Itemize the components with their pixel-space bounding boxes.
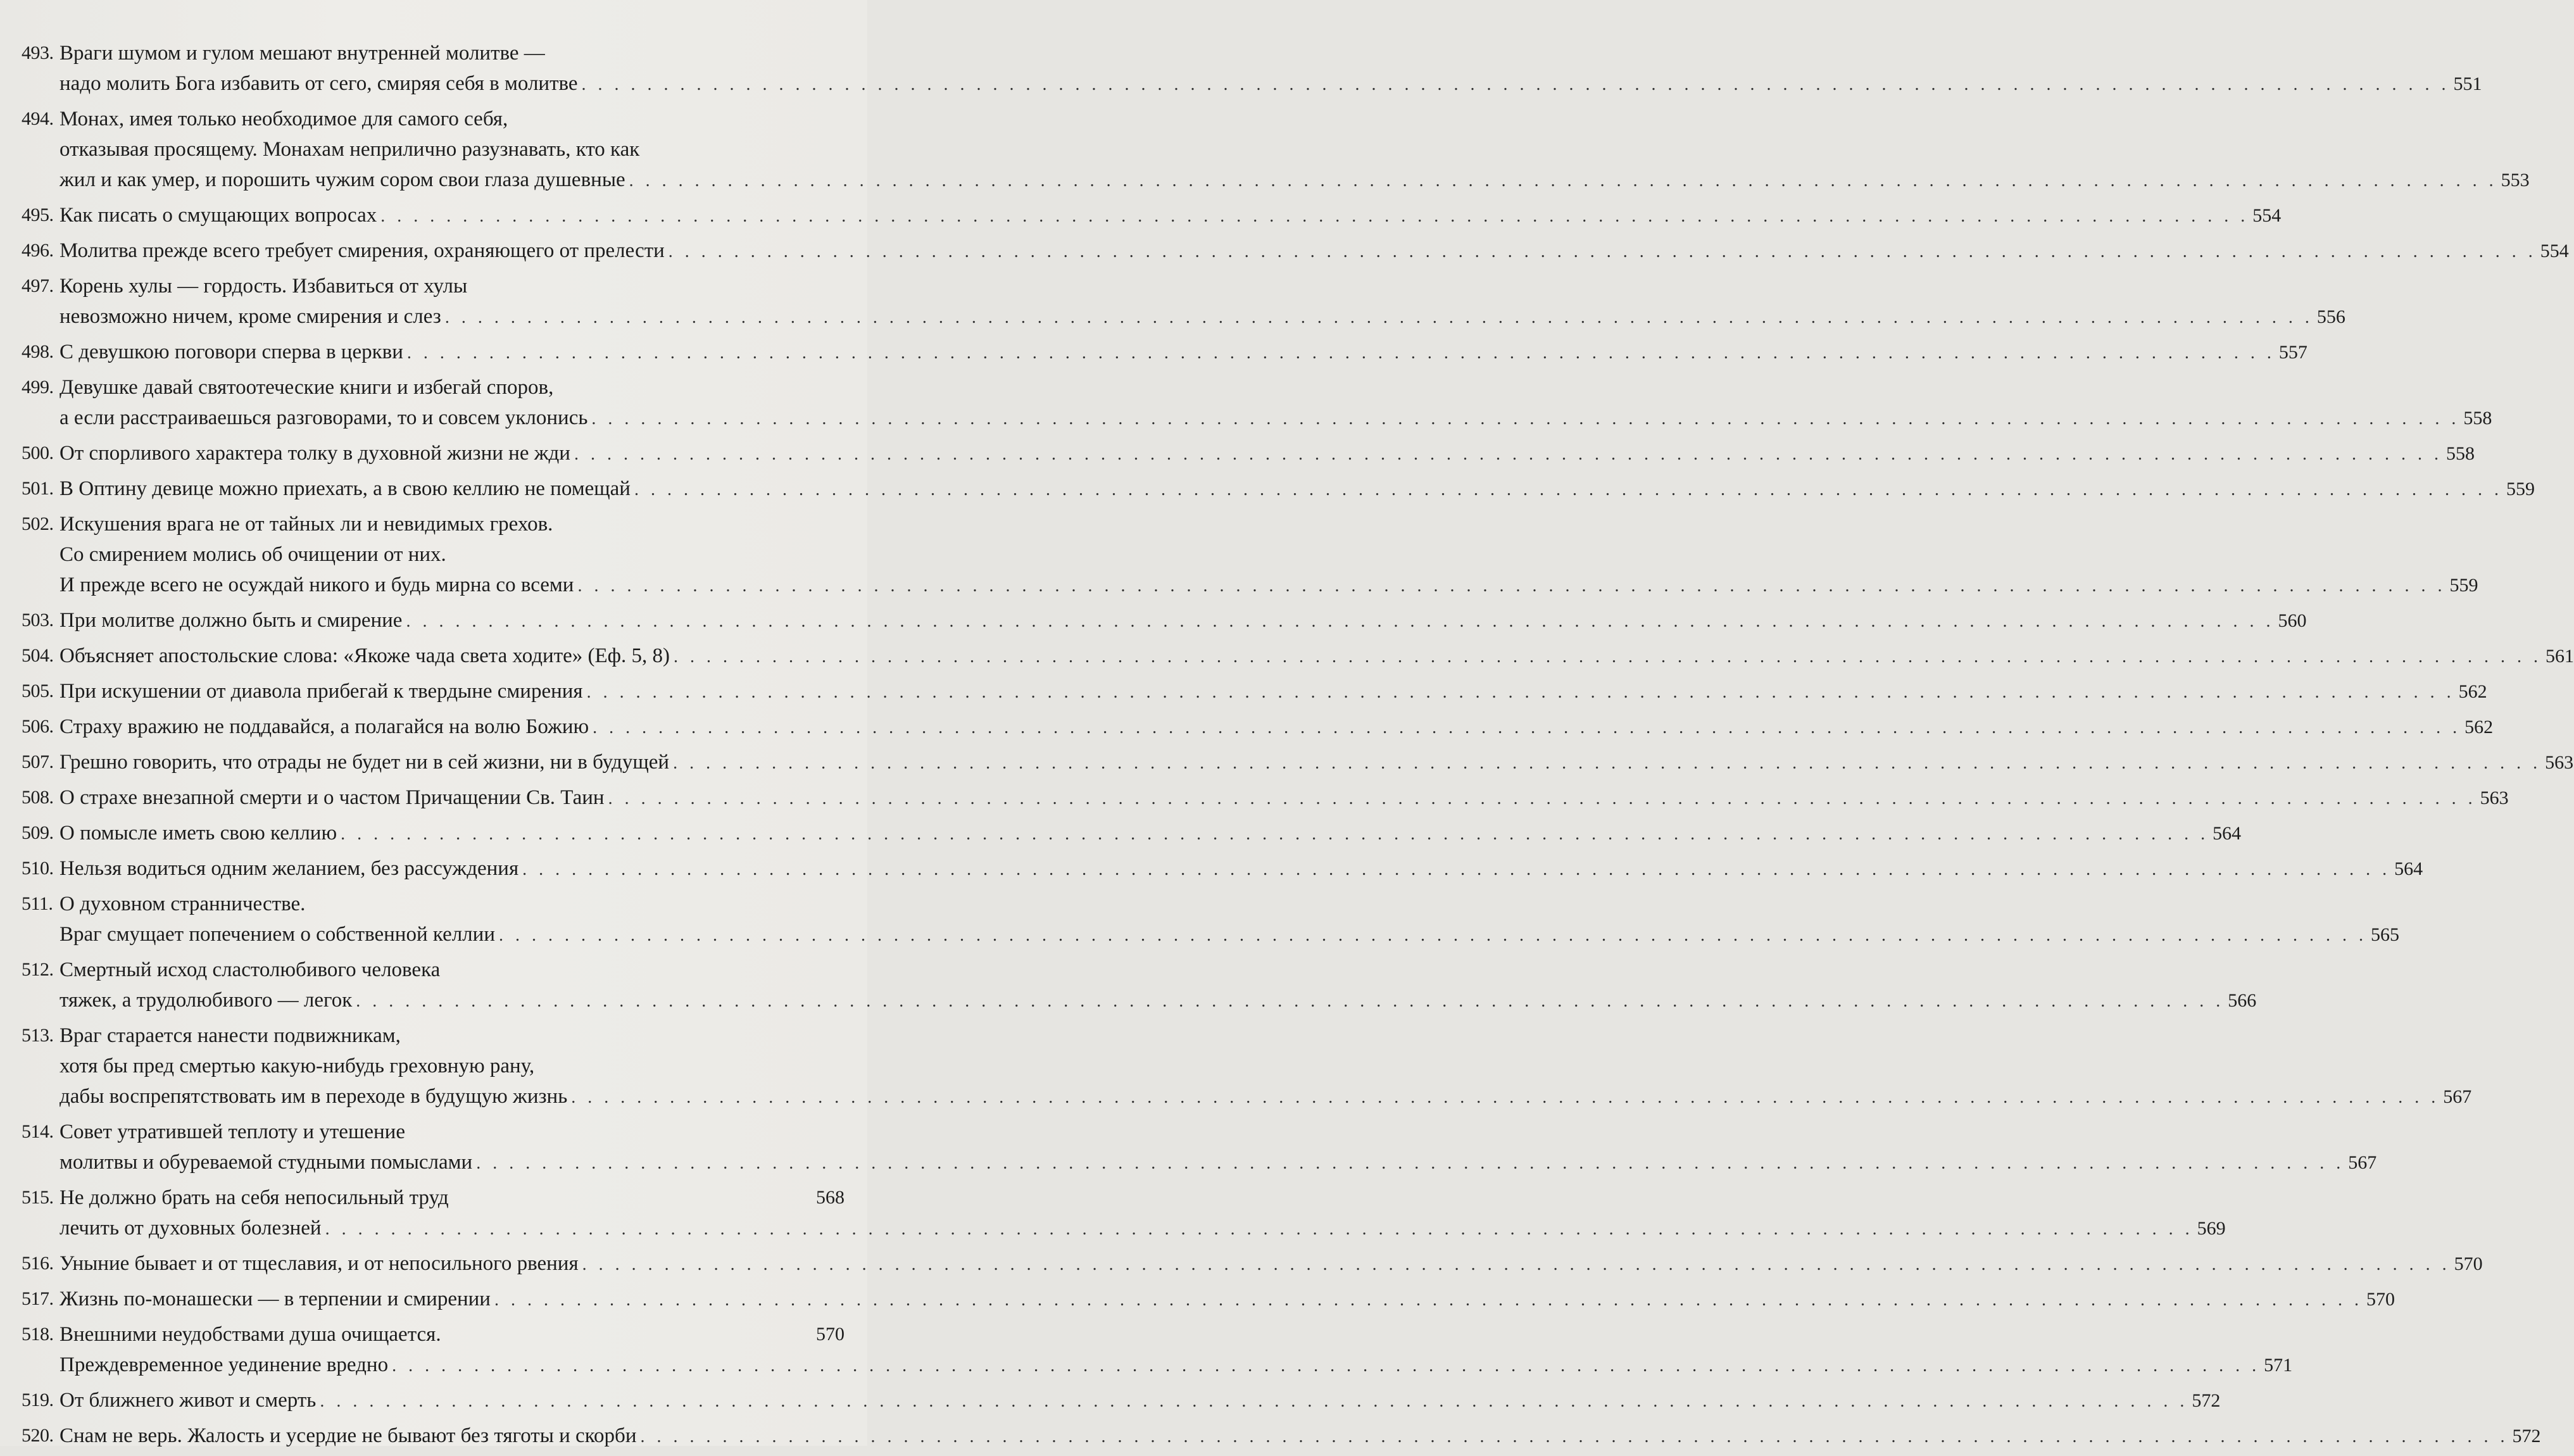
entry-text [60, 337, 2307, 368]
entry-line: Внешними неудобствами душа очищается. [60, 1323, 441, 1346]
page-number: 561 [2546, 646, 2574, 667]
entry-last-line [60, 474, 2535, 505]
dot-leader [392, 1351, 2260, 1381]
page-number: 562 [2458, 681, 2487, 702]
dot-leader [608, 784, 2477, 814]
dot-leader [341, 819, 2209, 850]
dot-leader [407, 338, 2275, 368]
dot-leader [591, 404, 2459, 434]
entry-text [60, 1284, 2395, 1315]
entry-line: Смертный исход сластолюбивого человека [60, 958, 441, 981]
entry-text [60, 1183, 2226, 1245]
entry-text [60, 782, 2509, 814]
toc-entry [22, 104, 2530, 196]
page-number: 568 [816, 1187, 844, 1208]
dot-leader [571, 1083, 2439, 1113]
entry-last-line [60, 1284, 2395, 1315]
entry-line: Искушения врага не от тайных ли и невидимых грехов. [60, 513, 553, 536]
entry-line: отказывая просящему. Монахам неприлично разузнавать, кто как [60, 138, 640, 161]
dot-leader [494, 1285, 2363, 1315]
dot-leader [582, 1250, 2451, 1280]
entry-line: Монах, имея только необходимое для самого себя, [60, 108, 508, 130]
entry-number: 502. [22, 513, 54, 534]
page-number: 570 [2454, 1253, 2483, 1274]
entry-line: Преждевременное уединение вредно [60, 1353, 389, 1376]
entry-line: Жизнь по-монашески — в терпении и смирении [60, 1288, 491, 1310]
entry-number: 520. [22, 1425, 54, 1446]
entry-number: 494. [22, 108, 54, 129]
entry-number: 506. [22, 716, 54, 737]
page-number: 553 [2501, 170, 2530, 191]
entry-line: Снам не верь. Жалость и усердие не бывают без тяготы и скорби [60, 1424, 637, 1447]
dot-leader [325, 1214, 2194, 1245]
entry-number: 500. [22, 442, 54, 463]
toc-entry [22, 509, 2478, 601]
entry-text [60, 676, 2487, 708]
dot-leader [320, 1386, 2188, 1417]
entry-last-line [60, 641, 2574, 672]
toc-entry [22, 1117, 2377, 1179]
table-of-contents [22, 38, 2574, 1456]
page-number: 567 [2348, 1152, 2377, 1173]
entry-number: 501. [22, 478, 54, 499]
entry-line: О духовном странничестве. [60, 893, 306, 915]
entry-last-line [60, 165, 2530, 196]
entry-text [60, 605, 2306, 637]
entry-last-line [60, 782, 2509, 814]
entry-line: дабы воспрепятствовать им в переходе в будущую жизнь [60, 1085, 568, 1108]
entry-number: 493. [22, 42, 54, 63]
entry-line: Объясняет апостольские слова: «Якоже чада света ходите» (Еф. 5, 8) [60, 644, 670, 667]
page-number: 562 [2464, 717, 2494, 737]
entry-number: 504. [22, 645, 54, 666]
page-number: 564 [2394, 858, 2423, 879]
entry-last-line [60, 1350, 2292, 1381]
entry-number: 515. [22, 1187, 54, 1208]
entry-last-line [60, 68, 2482, 100]
toc-entry [22, 712, 2494, 743]
dot-leader [406, 606, 2274, 637]
entry-text [60, 1319, 2292, 1381]
toc-entry [22, 474, 2535, 505]
entry-number: 503. [22, 610, 54, 631]
entry-last-line [60, 438, 2475, 470]
entry-text [60, 1117, 2376, 1179]
entry-line: С девушкою поговори сперва в церкви [60, 341, 403, 363]
entry-line: Не должно брать на себя непосильный труд [60, 1186, 449, 1209]
entry-number: 510. [22, 858, 54, 879]
page-number: 572 [2512, 1426, 2541, 1447]
entry-number: 505. [22, 681, 54, 701]
entry-last-line [60, 403, 2492, 434]
entry-text [60, 104, 2530, 196]
page-number: 563 [2545, 752, 2574, 773]
dot-leader [582, 70, 2450, 100]
toc-entry [22, 1248, 2483, 1280]
toc-entry [22, 38, 2482, 100]
entry-line: О помысле иметь свою келлию [60, 822, 337, 844]
entry-text [60, 1248, 2483, 1280]
entry-text [60, 1421, 2541, 1452]
toc-entry [22, 641, 2574, 672]
toc-entry [22, 676, 2487, 708]
entry-line: хотя бы пред смертью какую-нибудь греховную рану, [60, 1055, 535, 1077]
entry-number: 498. [22, 341, 54, 362]
entry-last-line [60, 1213, 2226, 1245]
dot-leader [499, 920, 2367, 951]
toc-entry [22, 818, 2242, 850]
entry-last-line [60, 605, 2306, 637]
entry-number: 507. [22, 751, 54, 772]
page-number: 567 [2443, 1086, 2472, 1107]
entry-last-line [60, 1248, 2483, 1280]
entry-number: 512. [22, 959, 54, 980]
dot-leader [574, 439, 2442, 470]
entry-last-line [60, 676, 2487, 708]
entry-number: 518. [22, 1324, 54, 1345]
dot-leader [674, 642, 2542, 672]
entry-text [60, 200, 2281, 232]
entry-line: невозможно ничем, кроме смирения и слез [60, 305, 441, 328]
toc-entry [22, 235, 2569, 267]
page-number: 554 [2252, 205, 2282, 226]
entry-line: Молитва прежде всего требует смирения, охраняющего от прелести [60, 239, 665, 262]
toc-entry [22, 955, 2257, 1017]
toc-entry [22, 372, 2492, 434]
dot-leader [669, 237, 2537, 267]
entry-line: Враг смущает попечением о собственной келлии [60, 923, 495, 946]
entry-line: Враг старается нанести подвижникам, [60, 1024, 401, 1047]
entry-last-line [60, 853, 2423, 885]
entry-last-line [60, 200, 2281, 232]
toc-entry [22, 438, 2475, 470]
entry-last-line [60, 818, 2241, 850]
entry-line: От ближнего живот и смерть [60, 1389, 317, 1412]
entry-last-line [60, 1421, 2541, 1452]
entry-last-line [60, 1081, 2471, 1113]
dot-leader [577, 571, 2445, 601]
dot-leader [641, 1422, 2509, 1452]
entry-text [60, 747, 2573, 779]
toc-entry [22, 747, 2574, 779]
entry-number: 497. [22, 275, 54, 296]
entry-text [60, 474, 2535, 505]
toc-entry [22, 200, 2282, 232]
entry-line: И прежде всего не осуждай никого и будь мирна со всеми [60, 574, 574, 596]
entry-text [60, 853, 2423, 885]
entry-last-line [60, 747, 2573, 779]
page-number: 558 [2445, 443, 2475, 464]
entry-line: Страху вражию не поддавайся, а полагайся на волю Божию [60, 715, 589, 738]
dot-leader [445, 303, 2313, 333]
dot-leader [593, 713, 2461, 743]
dot-leader [380, 201, 2249, 232]
entry-last-line [60, 919, 2399, 951]
toc-entry [22, 1421, 2541, 1452]
entry-number: 511. [22, 893, 53, 914]
entry-line: Со смирением молись об очищении от них. [60, 543, 446, 566]
entry-text [60, 271, 2345, 333]
entry-last-line [60, 985, 2256, 1017]
toc-entry [22, 1284, 2395, 1315]
entry-line: лечить от духовных болезней [60, 1217, 322, 1239]
entry-line: В Оптину девице можно приехать, а в свою келлию не помещай [60, 477, 631, 500]
entry-last-line [60, 337, 2307, 368]
entry-text [60, 712, 2493, 743]
page-number: 566 [2228, 990, 2257, 1011]
toc-entry [22, 337, 2307, 368]
entry-line: От спорливого характера толку в духовной жизни не жди [60, 442, 570, 465]
entry-text [60, 889, 2399, 951]
entry-line: Нельзя водиться одним желанием, без рассуждения [60, 857, 519, 880]
entry-number: 499. [22, 377, 54, 398]
entry-text [60, 509, 2478, 601]
entry-line: а если расстраиваешься разговорами, то и совсем уклонись [60, 406, 588, 429]
dot-leader [476, 1148, 2344, 1179]
entry-number: 509. [22, 822, 54, 843]
page-number: 559 [2506, 479, 2535, 499]
entry-text [60, 955, 2256, 1017]
entry-text [60, 235, 2569, 267]
entry-number: 508. [22, 787, 54, 808]
entry-number: 513. [22, 1025, 54, 1046]
entry-line: При молитве должно быть и смирение [60, 609, 403, 632]
entry-number: 517. [22, 1288, 54, 1309]
entry-line: молитвы и обуреваемой студными помыслами [60, 1151, 473, 1174]
page-number: 571 [2264, 1355, 2293, 1376]
dot-leader [587, 677, 2455, 708]
page-number: 559 [2449, 575, 2478, 596]
entry-number: 516. [22, 1253, 54, 1274]
page-number: 556 [2316, 306, 2345, 327]
entry-last-line [60, 712, 2493, 743]
entry-line: При искушении от диавола прибегай к твердыне смирения [60, 680, 583, 703]
entry-line: Совет утратившей теплоту и утешение [60, 1120, 405, 1143]
entry-line: Девушке давай святоотеческие книги и избегай споров, [60, 376, 554, 399]
dot-leader [673, 748, 2541, 779]
entry-number: 514. [22, 1121, 54, 1142]
entry-number: 519. [22, 1390, 54, 1410]
entry-line: жил и как умер, и порошить чужим сором свои глаза душевные [60, 168, 625, 191]
page-number: 557 [2278, 342, 2307, 363]
entry-text [60, 1020, 2471, 1113]
page-number: 569 [2197, 1218, 2226, 1239]
entry-last-line [60, 1385, 2220, 1417]
page-number: 565 [2370, 924, 2399, 945]
entry-line: Враги шумом и гулом мешают внутренней молитве — [60, 42, 545, 65]
page-number: 558 [2463, 408, 2492, 429]
page-number: 572 [2192, 1390, 2221, 1411]
entry-text [60, 1385, 2220, 1417]
toc-entry [22, 1319, 2293, 1381]
page-number: 564 [2213, 823, 2242, 844]
toc-entry [22, 889, 2399, 951]
entry-number: 496. [22, 240, 54, 261]
entry-number: 495. [22, 204, 54, 225]
entry-last-line [60, 235, 2569, 267]
page-number: 551 [2453, 73, 2482, 94]
entry-text [60, 438, 2475, 470]
toc-entry [22, 271, 2345, 333]
toc-entry [22, 1020, 2472, 1113]
entry-line: Корень хулы — гордость. Избавиться от хулы [60, 275, 468, 298]
entry-line: надо молить Бога избавить от сего, смиряя себя в молитве [60, 72, 578, 95]
entry-last-line [60, 1147, 2376, 1179]
toc-entry [22, 1183, 2226, 1245]
entry-line: Как писать о смущающих вопросах [60, 204, 377, 227]
entry-line: тяжек, а трудолюбивого — легок [60, 989, 353, 1012]
toc-entry [22, 1385, 2221, 1417]
dot-leader [634, 475, 2502, 505]
entry-last-line [60, 301, 2345, 333]
page-number: 560 [2278, 610, 2307, 631]
dot-leader [356, 986, 2224, 1017]
dot-leader [522, 855, 2390, 885]
entry-text [60, 38, 2482, 100]
entry-line: Уныние бывает и от тщеславия, и от непосильного рвения [60, 1252, 579, 1275]
entry-last-line [60, 570, 2478, 601]
page-number: 554 [2540, 241, 2569, 261]
page-number: 570 [2366, 1289, 2395, 1310]
page-number: 570 [816, 1324, 844, 1345]
entry-line: О страхе внезапной смерти и о частом Причащении Св. Таин [60, 786, 605, 809]
toc-entry [22, 782, 2509, 814]
toc-entry [22, 605, 2307, 637]
entry-line: Грешно говорить, что отрады не будет ни в сей жизни, ни в будущей [60, 751, 670, 774]
page-number: 563 [2480, 788, 2509, 808]
entry-text [60, 372, 2492, 434]
dot-leader [629, 166, 2497, 196]
entry-text [60, 818, 2241, 850]
entry-text [60, 641, 2574, 672]
toc-entry [22, 853, 2423, 885]
